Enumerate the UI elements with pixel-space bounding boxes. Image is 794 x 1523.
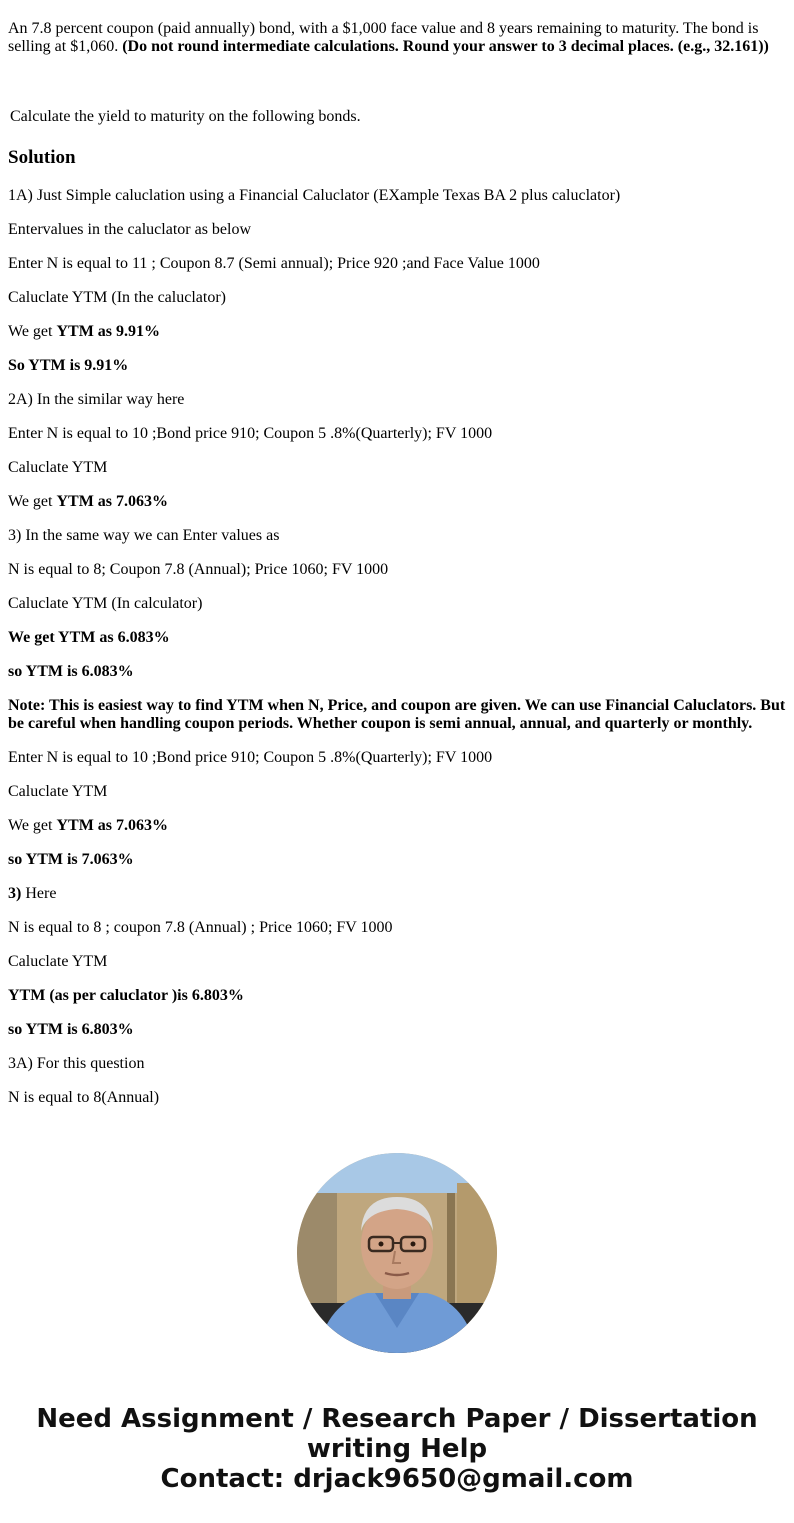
solution-line: [8, 493, 786, 511]
line-text: Caluclate YTM: [8, 953, 108, 970]
line-text: 2A) In the similar way here: [8, 391, 185, 408]
avatar-portrait: [297, 1153, 497, 1353]
solution-line: [8, 187, 786, 205]
item3-text: Here: [21, 885, 57, 902]
solution-line: [8, 595, 786, 613]
solution-line: [8, 1021, 786, 1039]
line-text: Enter N is equal to 10 ;Bond price 910; Coupon 5 .8%(Quarterly); FV 1000: [8, 425, 493, 442]
line-text: 3A) For this question: [8, 1055, 145, 1072]
line-text: Enter N is equal to 10 ;Bond price 910; Coupon 5 .8%(Quarterly); FV 1000: [8, 749, 493, 766]
question-instruction: (Do not round intermediate calculations. Round your answer to 3 decimal places. (e.g., 32.161)): [122, 38, 769, 55]
solution-line: [8, 783, 786, 801]
line-text: We get: [8, 817, 57, 834]
solution-line: [8, 629, 786, 647]
line-text: Caluclate YTM (In calculator): [8, 595, 203, 612]
solution-line-item3: [8, 885, 786, 903]
solution-line: [8, 851, 786, 869]
line-bold: YTM as 9.91%: [56, 323, 161, 340]
solution-title: Solution: [8, 147, 76, 168]
line-text: Caluclate YTM: [8, 459, 108, 476]
solution-line: [8, 561, 786, 579]
line-text: N is equal to 8(Annual): [8, 1089, 160, 1106]
solution-line: [8, 919, 786, 937]
solution-line: [8, 255, 786, 273]
line-text: Caluclate YTM (In the caluclator): [8, 289, 226, 306]
solution-line: [8, 323, 786, 341]
solution-line: [8, 953, 786, 971]
promo-line: writing Help: [306, 1434, 488, 1464]
line-text: We get: [8, 323, 57, 340]
solution-line: [8, 663, 786, 681]
line-text: Enter N is equal to 11 ; Coupon 8.7 (Semi annual); Price 920 ;and Face Value 1000: [8, 255, 540, 272]
line-bold: We get YTM as 6.083%: [8, 629, 170, 646]
line-text: 3) In the same way we can Enter values as: [8, 527, 280, 544]
solution-line: [8, 221, 786, 239]
line-bold: so YTM is 6.083%: [8, 663, 134, 680]
line-text: Entervalues in the caluclator as below: [8, 221, 252, 238]
question-prompt: Calculate the yield to maturity on the following bonds.: [10, 108, 361, 125]
author-avatar: [297, 1153, 497, 1353]
promo-contact: Contact: drjack9650@gmail.com: [160, 1464, 634, 1494]
line-bold: YTM as 7.063%: [56, 817, 169, 834]
solution-line: [8, 357, 786, 375]
solution-line: [8, 817, 786, 835]
solution-line: [8, 459, 786, 477]
solution-line: [8, 289, 786, 307]
solution-note: Note: This is easiest way to find YTM when N, Price, and coupon are given. We can use Financial Caluclators. But be careful when handling coupon periods. Whether coupon is semi annual, annual, and quarterly or monthly.: [8, 697, 786, 732]
question-intro: [8, 20, 786, 56]
solution-line: [8, 1055, 786, 1073]
line-bold: YTM (as per caluclator )is 6.803%: [8, 987, 244, 1004]
line-bold: so YTM is 6.803%: [8, 1021, 134, 1038]
line-text: 1A) Just Simple caluclation using a Financial Caluclator (EXample Texas BA 2 plus caluclator): [8, 187, 621, 204]
solution-line: [8, 527, 786, 545]
line-text: N is equal to 8; Coupon 7.8 (Annual); Price 1060; FV 1000: [8, 561, 389, 578]
solution-line: [8, 391, 786, 409]
promo-line: Need Assignment / Research Paper / Dissertation: [36, 1404, 758, 1434]
line-text: Caluclate YTM: [8, 783, 108, 800]
line-text: We get: [8, 493, 57, 510]
question-intro-text: An 7.8 percent coupon (paid annually) bond, with a $1,000 face value and 8 years remaining to maturity. The bond is selling at $1,060.: [8, 20, 759, 55]
item3-number: 3): [8, 885, 22, 902]
solution-line: [8, 1089, 786, 1107]
line-bold: So YTM is 9.91%: [8, 357, 129, 374]
solution-line: [8, 425, 786, 443]
line-bold: so YTM is 7.063%: [8, 851, 134, 868]
line-text: N is equal to 8 ; coupon 7.8 (Annual) ; Price 1060; FV 1000: [8, 919, 393, 936]
line-bold: YTM as 7.063%: [56, 493, 169, 510]
solution-line: [8, 749, 786, 767]
solution-line: [8, 987, 786, 1005]
promo-banner: [0, 1404, 794, 1494]
